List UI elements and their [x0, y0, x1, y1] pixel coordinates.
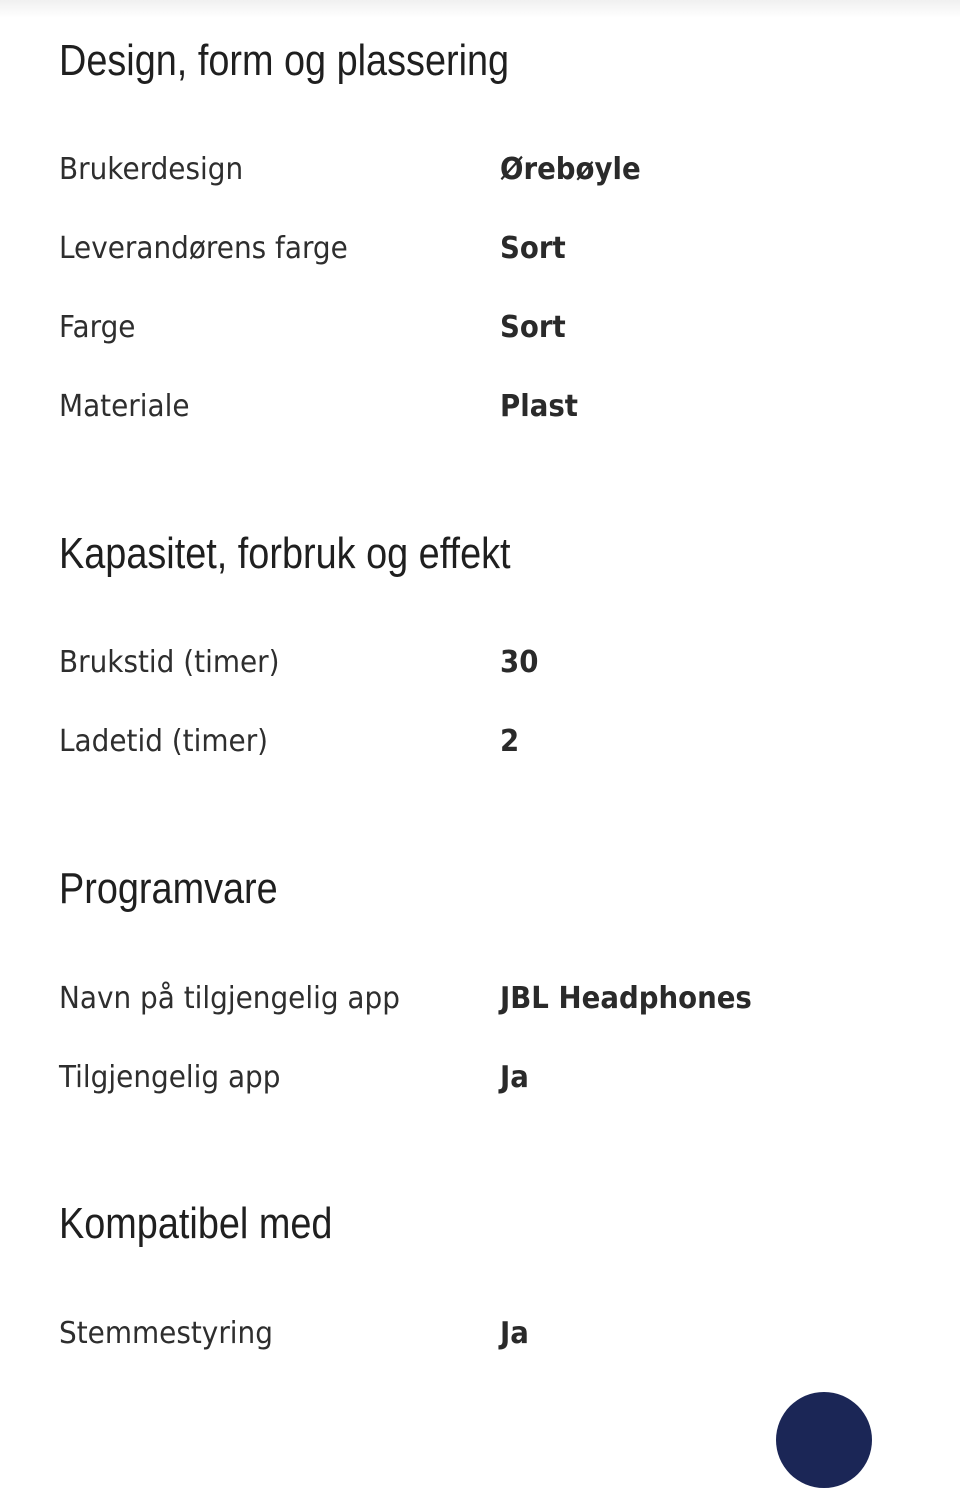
spec-value: Ja [500, 1060, 529, 1095]
spec-label: Farge [59, 310, 136, 345]
spec-row [59, 150, 919, 190]
spec-label: Materiale [59, 389, 190, 424]
section-title-capacity: Kapasitet, forbruk og effekt [59, 529, 511, 578]
spec-row [59, 643, 919, 683]
section-software [59, 864, 919, 914]
spec-label: Brukstid (timer) [59, 645, 280, 680]
spec-label: Navn på tilgjengelig app [59, 981, 400, 1016]
section-capacity [59, 529, 919, 579]
spec-label: Leverandørens farge [59, 231, 348, 266]
spec-row [59, 229, 919, 269]
section-design [59, 36, 919, 86]
spec-label: Ladetid (timer) [59, 724, 269, 759]
chat-button[interactable] [776, 1392, 872, 1488]
section-compatible [59, 1199, 919, 1249]
spec-row [59, 979, 919, 1019]
spec-value: 2 [500, 724, 520, 759]
section-title-design: Design, form og plassering [59, 36, 510, 85]
spec-row [59, 1058, 919, 1098]
section-title-compatible: Kompatibel med [59, 1199, 333, 1248]
spec-value: Ja [500, 1316, 529, 1351]
spec-value: Sort [500, 310, 566, 345]
spec-row [59, 722, 919, 762]
spec-label: Tilgjengelig app [59, 1060, 281, 1095]
header-shadow [0, 0, 960, 18]
spec-label: Brukerdesign [59, 152, 244, 187]
spec-value: Ørebøyle [500, 152, 641, 187]
spec-value: Sort [500, 231, 566, 266]
section-title-software: Programvare [59, 864, 278, 913]
spec-row [59, 308, 919, 348]
spec-label: Stemmestyring [59, 1316, 273, 1351]
spec-value: 30 [500, 645, 539, 680]
spec-row [59, 387, 919, 427]
spec-row [59, 1314, 919, 1354]
spec-value: JBL Headphones [500, 981, 752, 1016]
spec-value: Plast [500, 389, 578, 424]
